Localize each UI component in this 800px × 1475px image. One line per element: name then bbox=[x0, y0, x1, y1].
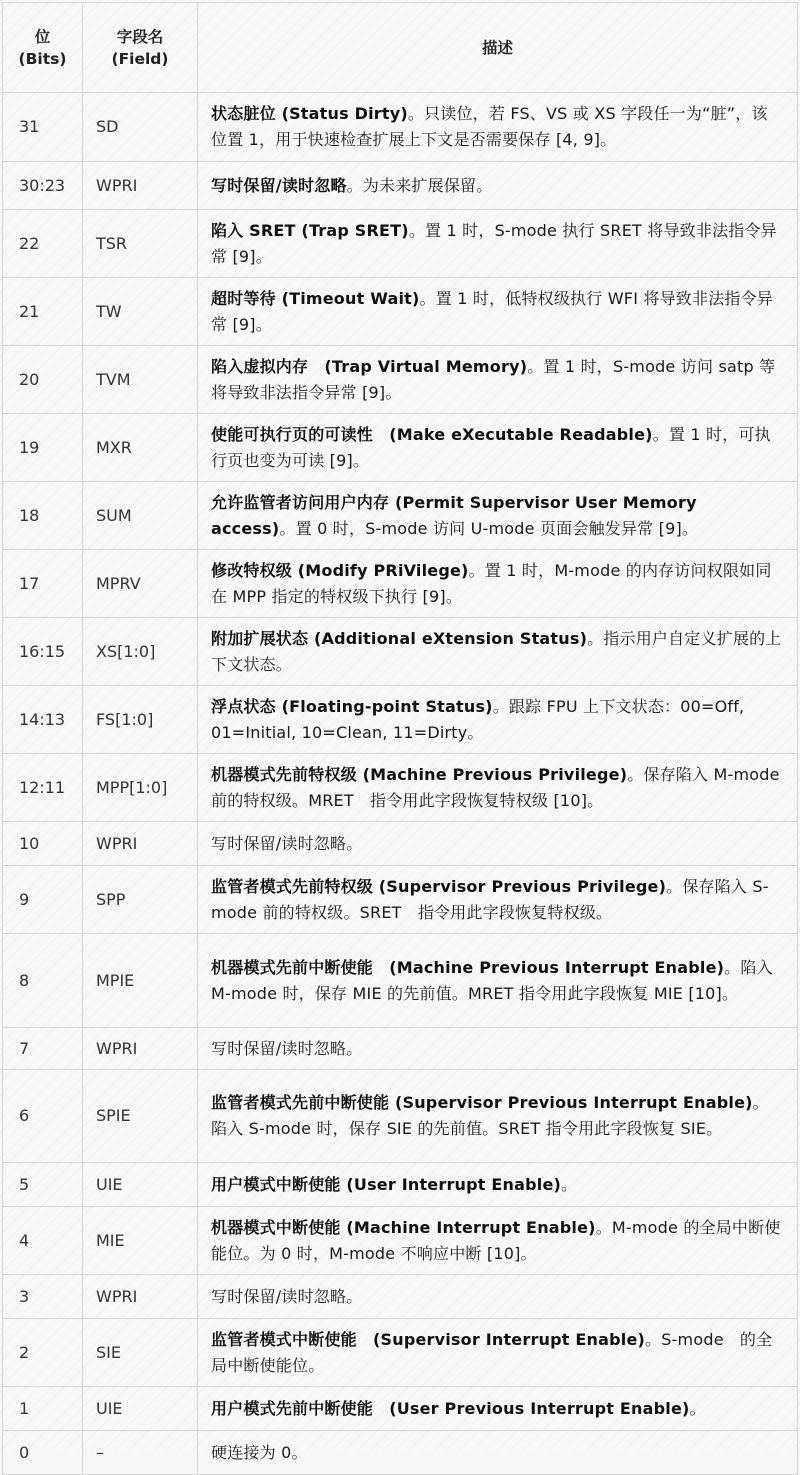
bits-cell: 7 bbox=[3, 1028, 83, 1070]
description-cell bbox=[198, 1028, 798, 1070]
table-row bbox=[3, 1207, 798, 1275]
bits-cell: 0 bbox=[3, 1431, 83, 1475]
description-lead: 修改特权级 (Modify PRiVilege) bbox=[211, 560, 469, 580]
field-cell: WPRI bbox=[83, 1275, 198, 1319]
description-cell bbox=[198, 482, 798, 550]
table-row bbox=[3, 1319, 798, 1387]
description-lead: 监管者模式先前中断使能 (Supervisor Previous Interrupt Enable) bbox=[211, 1093, 753, 1112]
bits-cell: 1 bbox=[3, 1387, 83, 1431]
description-lead: 陷入 SRET (Trap SRET) bbox=[211, 220, 409, 240]
field-cell: TW bbox=[83, 278, 198, 346]
bits-cell: 9 bbox=[3, 866, 83, 934]
description-lead: 陷入虚拟内存 (Trap Virtual Memory) bbox=[211, 356, 528, 376]
description-text: 写时保留/读时忽略。 bbox=[211, 1286, 363, 1306]
table-row bbox=[3, 618, 798, 686]
bits-cell: 16:15 bbox=[3, 618, 83, 686]
description-lead: 状态脏位 (Status Dirty) bbox=[211, 104, 408, 123]
bits-cell: 31 bbox=[3, 93, 83, 162]
bits-cell: 22 bbox=[3, 210, 83, 278]
table-row bbox=[3, 686, 798, 754]
field-cell: UIE bbox=[83, 1387, 198, 1431]
description-text: 硬连接为 0。 bbox=[211, 1442, 308, 1462]
description-text: 写时保留/读时忽略。 bbox=[211, 833, 363, 853]
description-cell bbox=[198, 1070, 798, 1163]
bits-cell: 6 bbox=[3, 1070, 83, 1163]
header-bits-zh: 位 bbox=[34, 27, 51, 46]
description-cell bbox=[198, 550, 798, 618]
field-cell: WPRI bbox=[83, 1028, 198, 1070]
description-cell bbox=[198, 162, 798, 210]
description-lead: 使能可执行页的可读性 (Make eXecutable Readable) bbox=[211, 424, 653, 444]
bits-cell: 21 bbox=[3, 278, 83, 346]
description-cell bbox=[198, 1275, 798, 1319]
description-text: 。保存陷入 S-mode 前的特权级。SRET 指令用此字段恢复特权级。 bbox=[211, 876, 769, 922]
bits-cell: 30:23 bbox=[3, 162, 83, 210]
table-row bbox=[3, 550, 798, 618]
description-text: 。M-mode 的全局中断使能位。为 0 时，M-mode 不响应中断 [10]。 bbox=[211, 1217, 781, 1263]
description-lead: 用户模式中断使能 (User Interrupt Enable) bbox=[211, 1174, 562, 1194]
table-row bbox=[3, 1028, 798, 1070]
table-row bbox=[3, 1431, 798, 1475]
description-text: 。S-mode 的全局中断使能位。 bbox=[211, 1329, 773, 1375]
description-text: 。为未来扩展保留。 bbox=[346, 175, 493, 195]
bits-cell: 10 bbox=[3, 822, 83, 866]
description-lead: 允许监管者访问用户内存 (Permit Supervisor User Memory access) bbox=[211, 492, 697, 538]
description-text: 。置 1 时，可执行页也变为可读 [9]。 bbox=[211, 424, 771, 470]
description-text: 。只读位，若 FS、VS 或 XS 字段任一为“脏”，该位置 1，用于快速检查扩展上下文是否需要保存 [4, 9]。 bbox=[211, 104, 768, 149]
description-text: 。置 1 时，S-mode 执行 SRET 将导致非法指令异常 [9]。 bbox=[211, 220, 777, 266]
description-text: 。置 1 时，M-mode 的内存访问权限如同在 MPP 指定的特权级下执行 [9]。 bbox=[211, 560, 772, 606]
description-cell bbox=[198, 210, 798, 278]
table-row bbox=[3, 1070, 798, 1163]
description-cell bbox=[198, 934, 798, 1028]
description-lead: 机器模式先前中断使能 (Machine Previous Interrupt Enable) bbox=[211, 957, 725, 977]
description-cell bbox=[198, 1319, 798, 1387]
description-lead: 超时等待 (Timeout Wait) bbox=[211, 288, 420, 308]
table-row bbox=[3, 210, 798, 278]
description-lead: 用户模式先前中断使能 (User Previous Interrupt Enable) bbox=[211, 1398, 690, 1418]
header-description: 描述 bbox=[198, 3, 798, 93]
table-header-row bbox=[3, 3, 798, 93]
description-cell bbox=[198, 754, 798, 822]
field-cell: MIE bbox=[83, 1207, 198, 1275]
description-cell bbox=[198, 618, 798, 686]
description-text: 。 bbox=[689, 1398, 706, 1418]
header-field-zh: 字段名 bbox=[116, 27, 164, 46]
description-text: 。置 1 时，低特权级执行 WFI 将导致非法指令异常 [9]。 bbox=[211, 288, 773, 334]
description-text: 写时保留/读时忽略。 bbox=[211, 1038, 363, 1058]
bits-cell: 19 bbox=[3, 414, 83, 482]
header-bits bbox=[3, 3, 83, 93]
description-cell bbox=[198, 686, 798, 754]
field-cell: TSR bbox=[83, 210, 198, 278]
description-lead: 写时保留/读时忽略 bbox=[211, 175, 347, 195]
table-row bbox=[3, 346, 798, 414]
bits-cell: 2 bbox=[3, 1319, 83, 1387]
table-row bbox=[3, 822, 798, 866]
bits-cell: 5 bbox=[3, 1163, 83, 1207]
bits-cell: 3 bbox=[3, 1275, 83, 1319]
description-lead: 监管者模式中断使能 (Supervisor Interrupt Enable) bbox=[211, 1329, 646, 1349]
bits-cell: 20 bbox=[3, 346, 83, 414]
description-cell bbox=[198, 346, 798, 414]
table-row bbox=[3, 93, 798, 162]
description-cell bbox=[198, 1207, 798, 1275]
field-cell: SD bbox=[83, 93, 198, 162]
field-cell: WPRI bbox=[83, 822, 198, 866]
field-cell: MXR bbox=[83, 414, 198, 482]
header-field bbox=[83, 3, 198, 93]
description-lead: 浮点状态 (Floating-point Status) bbox=[211, 696, 493, 716]
field-cell: UIE bbox=[83, 1163, 198, 1207]
description-text: 。置 0 时，S-mode 访问 U-mode 页面会触发异常 [9]。 bbox=[279, 518, 699, 538]
table-row bbox=[3, 278, 798, 346]
table-row bbox=[3, 162, 798, 210]
field-cell: FS[1:0] bbox=[83, 686, 198, 754]
description-cell bbox=[198, 866, 798, 934]
field-cell: WPRI bbox=[83, 162, 198, 210]
table-row bbox=[3, 1387, 798, 1431]
mstatus-register-table bbox=[2, 2, 798, 1475]
description-lead: 监管者模式先前特权级 (Supervisor Previous Privilege) bbox=[211, 876, 667, 896]
description-text: 。陷入 M-mode 时，保存 MIE 的先前值。MRET 指令用此字段恢复 MIE [10]。 bbox=[211, 957, 773, 1003]
field-cell: MPP[1:0] bbox=[83, 754, 198, 822]
field-cell: TVM bbox=[83, 346, 198, 414]
table-row bbox=[3, 754, 798, 822]
bits-cell: 17 bbox=[3, 550, 83, 618]
description-text: 。保存陷入 M-mode 前的特权级。MRET 指令用此字段恢复特权级 [10]。 bbox=[211, 764, 780, 810]
bits-cell: 14:13 bbox=[3, 686, 83, 754]
field-cell: SPIE bbox=[83, 1070, 198, 1163]
description-cell bbox=[198, 1431, 798, 1475]
field-cell: SPP bbox=[83, 866, 198, 934]
description-text: 。置 1 时，S-mode 访问 satp 等将导致非法指令异常 [9]。 bbox=[211, 356, 776, 402]
description-lead: 附加扩展状态 (Additional eXtension Status) bbox=[211, 628, 588, 648]
table-row bbox=[3, 934, 798, 1028]
description-cell bbox=[198, 414, 798, 482]
table-row bbox=[3, 414, 798, 482]
header-bits-en: (Bits) bbox=[18, 49, 67, 68]
table-row bbox=[3, 1275, 798, 1319]
field-cell: XS[1:0] bbox=[83, 618, 198, 686]
description-cell bbox=[198, 93, 798, 162]
description-cell bbox=[198, 278, 798, 346]
bits-cell: 4 bbox=[3, 1207, 83, 1275]
table-row bbox=[3, 482, 798, 550]
description-text: 。 bbox=[561, 1174, 578, 1194]
table-row bbox=[3, 1163, 798, 1207]
description-cell bbox=[198, 822, 798, 866]
table-row bbox=[3, 866, 798, 934]
description-lead: 机器模式中断使能 (Machine Interrupt Enable) bbox=[211, 1217, 596, 1237]
description-text: 。陷入 S-mode 时，保存 SIE 的先前值。SRET 指令用此字段恢复 SIE。 bbox=[211, 1093, 769, 1138]
bits-cell: 18 bbox=[3, 482, 83, 550]
field-cell: SUM bbox=[83, 482, 198, 550]
bits-cell: 8 bbox=[3, 934, 83, 1028]
field-cell: – bbox=[83, 1431, 198, 1475]
description-cell bbox=[198, 1163, 798, 1207]
field-cell: MPIE bbox=[83, 934, 198, 1028]
field-cell: MPRV bbox=[83, 550, 198, 618]
description-cell bbox=[198, 1387, 798, 1431]
description-text: 。指示用户自定义扩展的上下文状态。 bbox=[211, 628, 782, 674]
description-text: 。跟踪 FPU 上下文状态：00=Off, 01=Initial, 10=Clean, 11=Dirty。 bbox=[211, 696, 745, 742]
description-lead: 机器模式先前特权级 (Machine Previous Privilege) bbox=[211, 764, 628, 784]
header-field-en: (Field) bbox=[111, 49, 169, 68]
bits-cell: 12:11 bbox=[3, 754, 83, 822]
field-cell: SIE bbox=[83, 1319, 198, 1387]
